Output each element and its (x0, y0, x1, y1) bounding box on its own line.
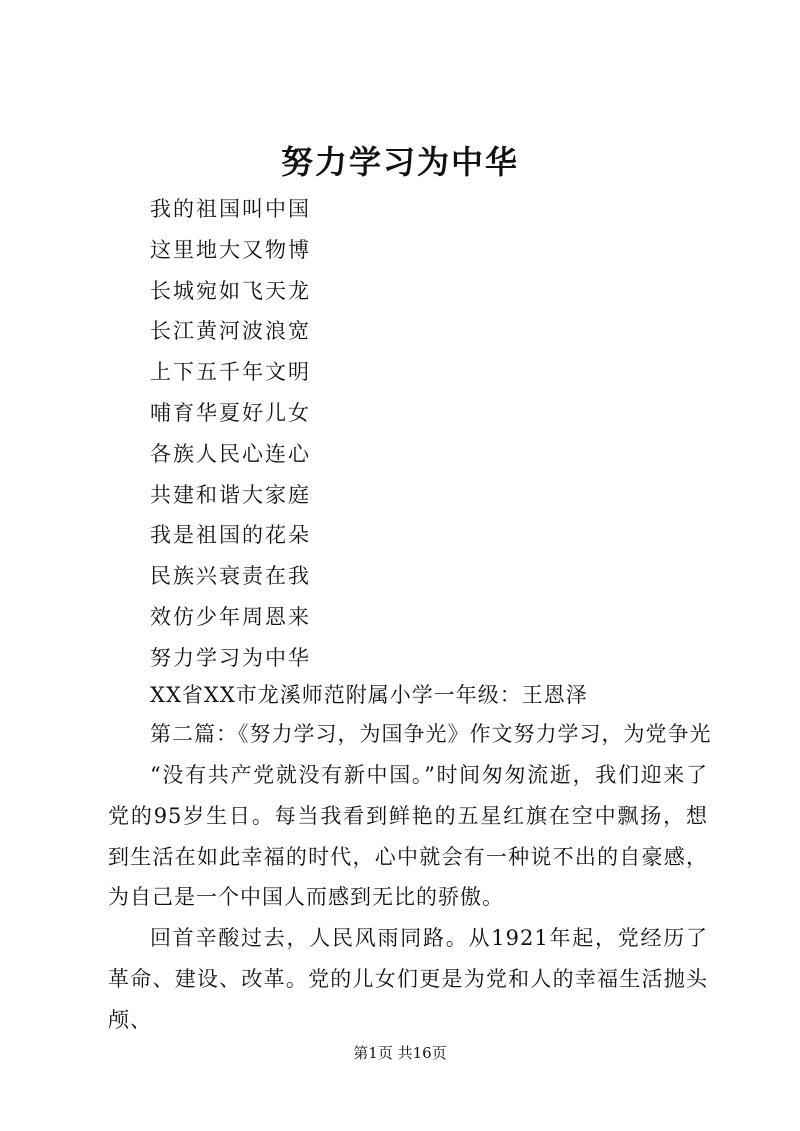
poem (150, 189, 311, 679)
body-paragraph: 回首辛酸过去，人民风雨同路。从1921年起，党经历了革命、建设、改革。党的儿女们更是为党和人的幸福生活抛头颅、 (108, 926, 708, 1032)
poem-line: 长江黄河波浪宽 (150, 319, 311, 344)
poem-line: 各族人民心连心 (150, 441, 311, 466)
poem-line: 我的祖国叫中国 (150, 197, 311, 221)
poem-line: 上下五千年文明 (150, 360, 311, 385)
poem-line: 长城宛如飞天龙 (150, 278, 311, 303)
poem-line: 民族兴衰责在我 (150, 564, 311, 589)
poem-line: 这里地大又物博 (150, 237, 311, 262)
author-line: XX省XX市龙溪师范附属小学一年级：王恩泽 (150, 683, 588, 707)
document-title: 努力学习为中华 (280, 143, 519, 181)
poem-line: 努力学习为中华 (150, 645, 311, 670)
poem-line: 我是祖国的花朵 (150, 523, 311, 548)
page-indicator: 第1页 共16页 (353, 1044, 447, 1062)
poem-line: 共建和谐大家庭 (150, 482, 311, 507)
section-heading: 第二篇：《努力学习，为国争光》作文努力学习，为党争光 (150, 722, 712, 746)
body-paragraph: “没有共产党就没有新中国。”时间匆匆流逝，我们迎来了党的95岁生日。每当我看到鲜艳的五星红旗在空中飘扬，想到生活在如此幸福的时代，心中就会有一种说不出的自豪感，为自己是一个中国人而感到无比的骄傲。 (108, 763, 708, 910)
poem-line: 哺育华夏好儿女 (150, 400, 311, 425)
poem-line: 效仿少年周恩来 (150, 604, 311, 629)
